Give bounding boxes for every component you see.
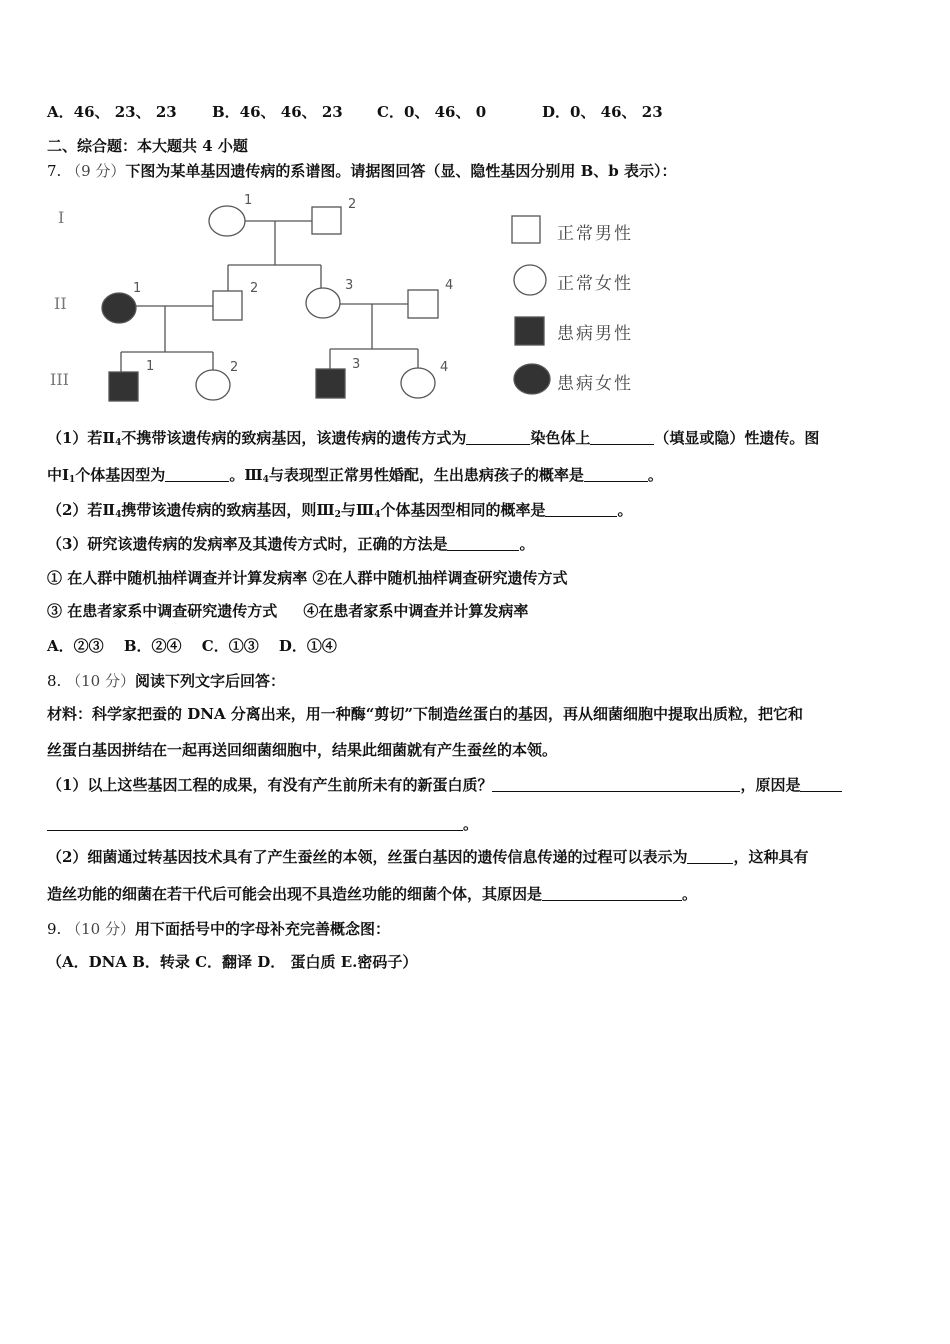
q7-p3-text2: 与Ⅲ	[340, 501, 375, 519]
q7-p1-text: 不携带该遗传病的致病基因，该遗传病的遗传方式为	[121, 429, 467, 447]
q7-p3-text3: 个体基因型相同的概率是	[380, 501, 546, 519]
gen2-individual-4-male	[408, 290, 438, 318]
q7-p2-sub4: 4	[262, 475, 269, 485]
q9-score: （10 分）	[66, 920, 135, 938]
label-iii-3: 3	[352, 357, 361, 372]
label-i-2: 2	[348, 197, 357, 212]
q8-part1-line2	[47, 814, 478, 834]
label-ii-3: 3	[345, 278, 354, 293]
q6-option-a: A．46、 23、 23	[47, 103, 177, 121]
q7-p1-blank1[interactable]	[466, 430, 530, 445]
q7-p2-end: 。	[647, 466, 663, 484]
q7-part3-line	[47, 534, 534, 554]
legend-affected-male: 患病男性	[557, 324, 633, 344]
q9-stem: 用下面括号中的字母补充完善概念图：	[134, 920, 390, 938]
q7-p2-prefix: 中Ⅰ	[47, 466, 70, 484]
q7-score: （9 分）	[66, 162, 126, 180]
q7-method-4: ④在患者家系中调查并计算发病率	[303, 602, 529, 620]
q8-p1-text2: ，原因是	[740, 776, 801, 794]
q8-p2-text2: ，这种具有	[733, 848, 809, 866]
q8-p1-blank3[interactable]	[47, 816, 463, 831]
q7-part1-line2	[47, 465, 663, 490]
q8-score: （10 分）	[66, 672, 135, 690]
q7-p3-text: 携带该遗传病的致病基因，则Ⅲ	[121, 501, 335, 519]
q8-part1-line1	[47, 775, 842, 795]
section-title: 二、综合题：本大题共 4 小题	[47, 137, 248, 155]
label-iii-1: 1	[146, 359, 155, 374]
q7-p2-blank1[interactable]	[165, 467, 229, 482]
q7-p3-prefix: （2）若Ⅱ	[47, 501, 116, 519]
gen2-individual-2-male	[213, 291, 242, 320]
legend-affected-female: 患病女性	[557, 374, 633, 394]
q7-p1-text3: （填显或隐）性遗传。图	[654, 429, 820, 447]
gen1-individual-2-male	[312, 207, 341, 234]
q7-p3-blank[interactable]	[545, 502, 617, 517]
q7-methods-line1	[47, 568, 567, 588]
gen1-individual-1-female	[209, 206, 245, 236]
q8-material-line1: 材料：科学家把蚕的 DNA 分离出来，用一种酶“剪切”下制造丝蛋白的基因，再从细菌细胞中提取出质粒，把它和	[47, 705, 804, 723]
gen2-individual-1-affected-female	[102, 293, 136, 323]
q6-option-c: C．0、 46、 0	[377, 103, 487, 121]
q7-p3-sub4b: 4	[374, 510, 381, 520]
q8-p2-blank[interactable]	[687, 849, 733, 864]
label-iii-4: 4	[440, 360, 449, 375]
q8-p1-text: （1）以上这些基因工程的成果，有没有产生前所未有的新蛋白质？	[47, 776, 493, 794]
gen3-individual-2-female	[196, 370, 230, 400]
pedigree-svg	[0, 0, 950, 420]
q7-p2-blank2[interactable]	[584, 467, 648, 482]
legend-affected-male-symbol	[515, 317, 544, 345]
q7-p1-text2: 染色体上	[530, 429, 591, 447]
q7-p2-text3: 与表现型正常男性婚配，生出患病孩子的概率是	[268, 466, 584, 484]
q7-p1-sub: 4	[115, 438, 122, 448]
q6-option-b: B．46、 46、 23	[212, 103, 343, 121]
q8-p1-blank2[interactable]	[800, 777, 842, 792]
label-iii-2: 2	[230, 360, 239, 375]
q8-p1-blank1[interactable]	[492, 777, 740, 792]
q8-number: 8.	[47, 672, 62, 690]
q7-part2-line	[47, 500, 632, 525]
legend-normal-female-symbol	[514, 265, 546, 295]
q7-p2-text: 个体基因型为	[75, 466, 166, 484]
q7-options: A．②③ B．②④ C．①③ D．①④	[47, 637, 337, 655]
gen2-individual-3-female	[306, 288, 340, 318]
q7-p1-prefix: （1）若Ⅱ	[47, 429, 116, 447]
q8-material-line2: 丝蛋白基因拼结在一起再送回细菌细胞中，结果此细菌就有产生蚕丝的本领。	[47, 741, 558, 759]
q7-p4-blank[interactable]	[447, 536, 519, 551]
q7-p1-blank2[interactable]	[590, 430, 654, 445]
gen3-individual-3-affected-male	[316, 369, 345, 398]
gen3-individual-4-female	[401, 368, 435, 398]
label-ii-1: 1	[133, 281, 142, 296]
q7-p3-end: 。	[617, 501, 633, 519]
generation-label-ii: II	[54, 294, 67, 313]
q7-p2-text2: 。Ⅲ	[229, 466, 263, 484]
q8-p2-text: （2）细菌通过转基因技术具有了产生蚕丝的本领，丝蛋白基因的遗传信息传递的过程可以表示为	[47, 848, 688, 866]
q7-method-3: ③ 在患者家系中调查研究遗传方式	[47, 602, 278, 620]
q7-p4-text: （3）研究该遗传病的发病率及其遗传方式时，正确的方法是	[47, 535, 448, 553]
q9-number: 9.	[47, 920, 62, 938]
gen3-individual-1-affected-male	[109, 372, 138, 401]
legend-normal-female: 正常女性	[557, 274, 633, 294]
q7-method-1: ① 在人群中随机抽样调查并计算发病率	[47, 569, 308, 587]
q6-option-d: D．0、 46、 23	[542, 103, 663, 121]
label-ii-4: 4	[445, 278, 454, 293]
q8-p1-end: 。	[463, 815, 479, 833]
q7-methods-line2	[47, 601, 528, 621]
q8-stem-line	[47, 671, 285, 691]
q8-part2-line2	[47, 884, 697, 904]
generation-label-i: I	[58, 208, 65, 227]
q8-stem: 阅读下列文字后回答：	[134, 672, 285, 690]
q7-p2-sub1: 1	[69, 475, 76, 485]
legend-normal-male: 正常男性	[557, 224, 633, 244]
generation-label-iii: III	[50, 370, 69, 389]
q8-p3-blank[interactable]	[542, 886, 682, 901]
label-i-1: 1	[244, 193, 253, 208]
q7-p3-sub4: 4	[115, 510, 122, 520]
q8-p3-end: 。	[682, 885, 698, 903]
q8-part2-line1	[47, 847, 808, 867]
q9-stem-line	[47, 919, 390, 939]
q7-p3-sub2: 2	[334, 510, 341, 520]
q7-part1-line1	[47, 428, 819, 453]
q7-stem: 下图为某单基因遗传病的系谱图。请据图回答（显、隐性基因分别用 B、b 表示）：	[125, 162, 677, 180]
label-ii-2: 2	[250, 281, 259, 296]
q8-p3-text: 造丝功能的细菌在若干代后可能会出现不具造丝功能的细菌个体，其原因是	[47, 885, 543, 903]
legend-normal-male-symbol	[512, 216, 540, 243]
q7-p4-end: 。	[519, 535, 535, 553]
q9-letters: （A．DNA B．转录 C．翻译 D． 蛋白质 E.密码子）	[47, 953, 418, 971]
q7-number: 7.	[47, 162, 62, 180]
q7-method-2: ②在人群中随机抽样调查研究遗传方式	[312, 569, 568, 587]
legend-affected-female-symbol	[514, 364, 550, 394]
